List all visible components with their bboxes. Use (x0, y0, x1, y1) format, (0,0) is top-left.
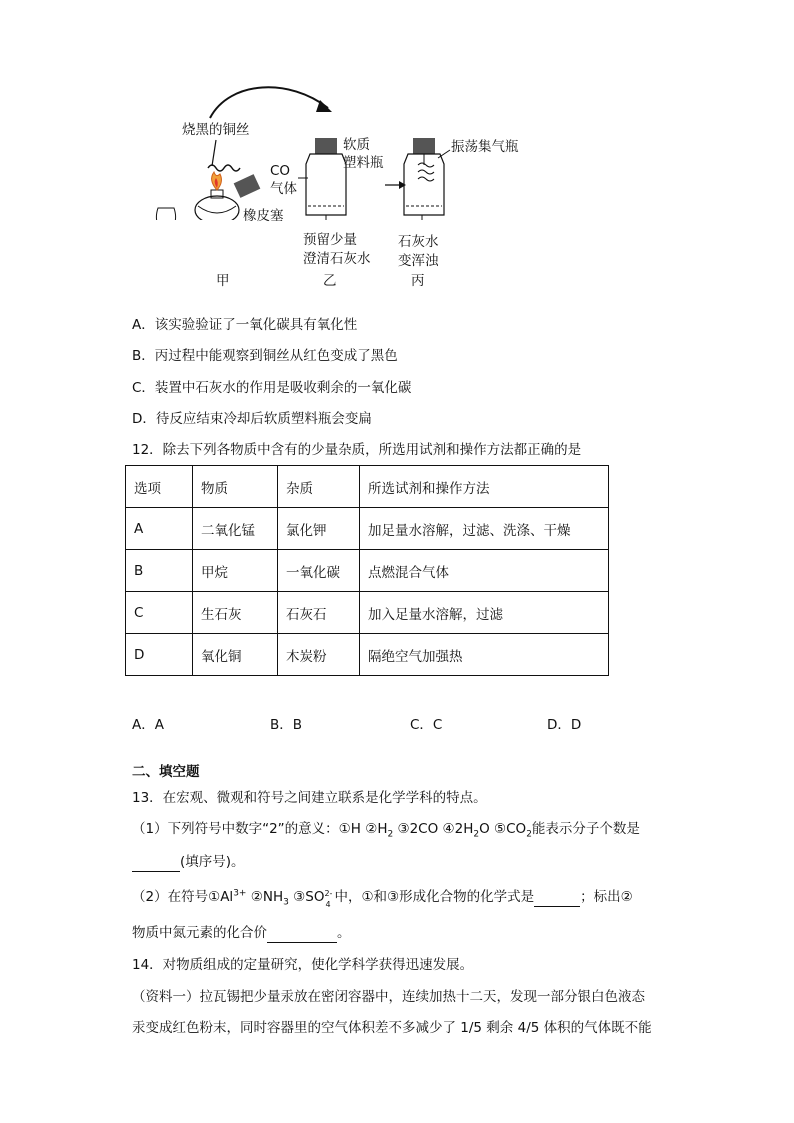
beaker-small-icon (156, 208, 175, 220)
q13-p2-text: ②NH (246, 889, 284, 905)
subscript: 4 (325, 900, 331, 909)
table-cell: 加足量水溶解，过滤、洗涤、干燥 (360, 508, 609, 550)
table-row (126, 634, 609, 676)
label-copper-wire: 烧黑的铜丝 (182, 122, 250, 138)
q12-table (125, 465, 609, 676)
table-cell: 氯化钾 (278, 508, 360, 550)
q14-text-line: 汞变成红色粉末，同时容器里的空气体积差不多减少了 1/5 剩余 4/5 体积的气体既不能 (132, 1020, 652, 1036)
q12-stem: 12．除去下列各物质中含有的少量杂质，所选用试剂和操作方法都正确的是 (132, 442, 582, 458)
answer-blank[interactable] (132, 853, 180, 872)
subscript: 3 (283, 897, 289, 908)
q12-option-c: C．C (410, 717, 443, 733)
table-cell: C (126, 592, 193, 634)
table-cell: 生石灰 (193, 592, 278, 634)
table-cell: 氧化铜 (193, 634, 278, 676)
table-cell: B (126, 550, 193, 592)
q11-option-a: A．该实验验证了一氧化碳具有氧化性 (132, 317, 358, 333)
superscript: 3+ (233, 888, 247, 899)
table-header-cell: 杂质 (278, 466, 360, 508)
q13-p2-text: 。 (337, 925, 351, 941)
table-cell: 甲烷 (193, 550, 278, 592)
label-shake: 振荡集气瓶 (451, 139, 519, 155)
label-rubber-stopper: 橡皮塞 (243, 208, 284, 224)
q13-p2-text: （2）在符号①Al (132, 889, 234, 905)
table-cell: 石灰石 (278, 592, 360, 634)
label-gas: 气体 (270, 181, 297, 197)
q13-p2-text: ；标出② (580, 889, 633, 905)
table-row (126, 550, 609, 592)
curved-arrow-icon (210, 87, 332, 118)
q12-option-b: B．B (270, 717, 303, 733)
table-cell: D (126, 634, 193, 676)
answer-blank[interactable] (267, 924, 337, 943)
table-cell: 木炭粉 (278, 634, 360, 676)
q13-p2-text: ③SO (288, 889, 325, 905)
table-header-cell: 选项 (126, 466, 193, 508)
table-cell: 二氧化锰 (193, 508, 278, 550)
alcohol-lamp-icon (195, 172, 239, 220)
label-co: CO (270, 163, 291, 179)
q14-text-line: （资料一）拉瓦锡把少量汞放在密闭容器中，连续加热十二天，发现一部分银白色液态 (132, 989, 645, 1005)
table-cell: 一氧化碳 (278, 550, 360, 592)
table-cell: 点燃混合气体 (360, 550, 609, 592)
table-cell: 隔绝空气加强热 (360, 634, 609, 676)
q13-p1-text: 能表示分子个数是 (531, 821, 640, 837)
table-header-cell: 所选试剂和操作方法 (360, 466, 609, 508)
label-soft: 软质 (343, 137, 370, 153)
rubber-stopper-icon (234, 174, 261, 198)
label-yi: 乙 (323, 273, 337, 289)
q13-part2 (132, 888, 633, 907)
label-limewater2: 石灰水 (398, 234, 439, 250)
q13-p2-text: 物质中氮元素的化合价 (132, 925, 267, 941)
right-arrow-icon (385, 181, 406, 189)
q13-part1-answer (132, 853, 245, 872)
q12-option-d: D．D (547, 717, 582, 733)
q11-option-b: B．丙过程中能观察到铜丝从红色变成了黑色 (132, 348, 398, 364)
q14-stem: 14．对物质组成的定量研究，使化学科学获得迅速发展。 (132, 957, 474, 973)
q13-part1 (132, 820, 640, 838)
table-row (126, 592, 609, 634)
table-header-cell: 物质 (193, 466, 278, 508)
q13-p1-text: ③2CO ④2H (393, 821, 474, 837)
q13-p1-text: (填序号)。 (180, 854, 245, 870)
table-row (126, 508, 609, 550)
q13-p1-text: （1）下列符号中数字“2”的意义：①H ②H (132, 821, 388, 837)
gas-bottle-icon (404, 138, 450, 220)
soft-bottle-icon (298, 138, 346, 220)
label-bing: 丙 (411, 273, 425, 289)
copper-coil-icon (208, 140, 240, 171)
q12-option-a: A．A (132, 717, 164, 733)
subscript: 2 (387, 829, 394, 840)
q13-p1-text: O ⑤CO (479, 821, 527, 837)
label-turbid: 变浑浊 (398, 253, 439, 269)
table-header-row (126, 466, 609, 508)
label-reserve: 预留少量 (303, 232, 357, 248)
q13-p2-text: 中，①和③形成化合物的化学式是 (334, 889, 535, 905)
table-cell: 加入足量水溶解，过滤 (360, 592, 609, 634)
subscript: 2 (526, 829, 532, 840)
answer-blank[interactable] (534, 888, 580, 907)
label-limewater: 澄清石灰水 (303, 251, 371, 267)
label-jia: 甲 (216, 273, 230, 289)
q11-option-d: D．待反应结束冷却后软质塑料瓶会变扁 (132, 411, 372, 427)
ion-charge (324, 888, 334, 909)
subscript: 2 (473, 829, 480, 840)
table-cell: A (126, 508, 193, 550)
superscript: 2- (324, 889, 333, 898)
q11-option-c: C．装置中石灰水的作用是吸收剩余的一氧化碳 (132, 380, 412, 396)
section-heading: 二、填空题 (132, 764, 200, 780)
label-plastic-bottle: 塑料瓶 (343, 155, 384, 171)
q13-stem: 13．在宏观、微观和符号之间建立联系是化学学科的特点。 (132, 790, 487, 806)
q13-part2-cont (132, 924, 351, 943)
